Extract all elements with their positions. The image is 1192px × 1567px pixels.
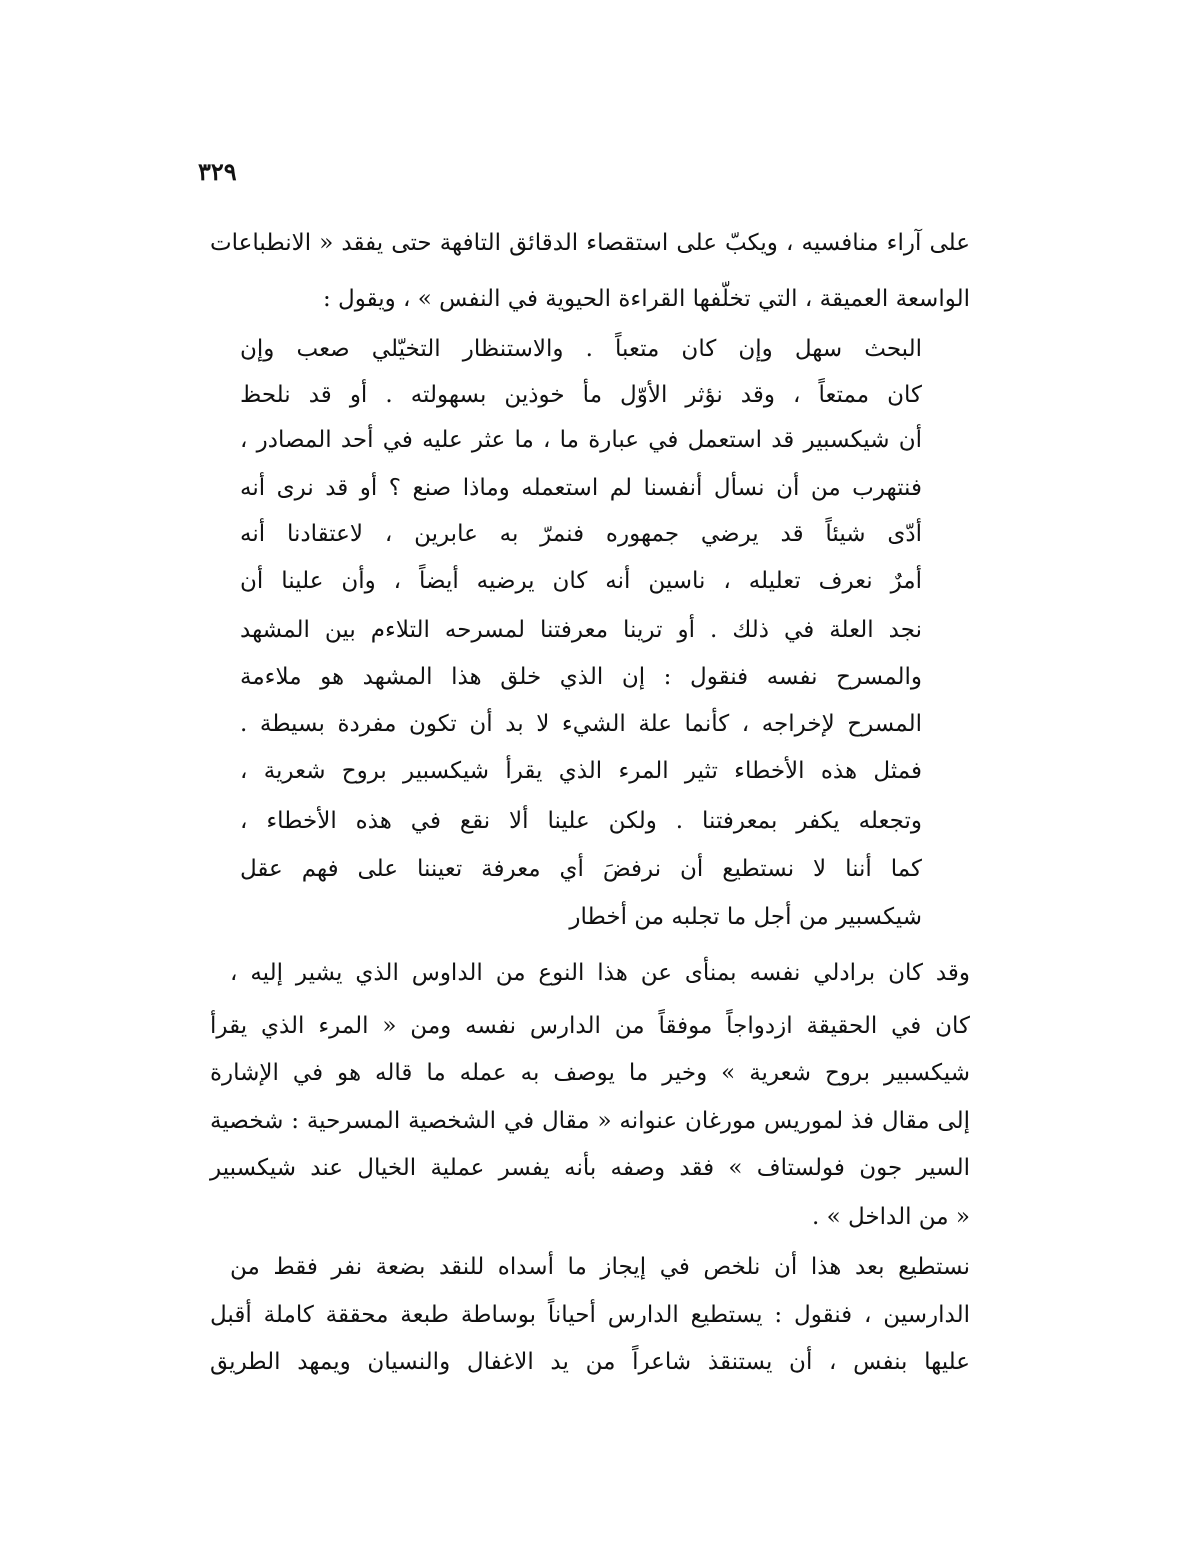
quote-line: أدّى شيئاً قد يرضي جمهوره فنمرّ به عابرين ، لاعتقادنا أنه bbox=[240, 521, 922, 547]
quote-line: البحث سهل وإن كان متعباً . والاستنظار التخيّلي صعب وإن bbox=[240, 336, 922, 362]
quote-line: كان ممتعاً ، وقد نؤثر الأوّل مأ خوذين بسهولته . أو قد نلحظ bbox=[240, 382, 922, 408]
quote-line: نجد العلة في ذلك . أو ترينا معرفتنا لمسرحه التلاءم بين المشهد bbox=[240, 617, 922, 643]
text-line: على آراء منافسيه ، ويكبّ على استقصاء الدقائق التافهة حتى يفقد « الانطباعات bbox=[210, 230, 970, 256]
quote-line: فنتهرب من أن نسأل أنفسنا لم استعمله وماذا صنع ؟ أو قد نرى أنه bbox=[240, 475, 922, 501]
text-line: إلى مقال فذ لموريس مورغان عنوانه « مقال في الشخصية المسرحية : شخصية bbox=[210, 1108, 970, 1134]
text-line: وقد كان برادلي نفسه بمنأى عن هذا النوع من الداوس الذي يشير إليه ، bbox=[230, 960, 970, 986]
text-line: شيكسبير بروح شعرية » وخير ما يوصف به عمله ما قاله هو في الإشارة bbox=[210, 1060, 970, 1086]
quote-line: أمرٌ نعرف تعليله ، ناسين أنه كان يرضيه أيضاً ، وأن علينا أن bbox=[240, 568, 922, 594]
quote-line: والمسرح نفسه فنقول : إن الذي خلق هذا المشهد هو ملاءمة bbox=[240, 664, 922, 690]
quote-line: المسرح لإخراجه ، كأنما علة الشيء لا بد أن تكون مفردة بسيطة . bbox=[240, 711, 922, 737]
quote-line: كما أننا لا نستطيع أن نرفضَ أي معرفة تعيننا على فهم عقل bbox=[240, 856, 922, 882]
text-line: الواسعة العميقة ، التي تخلّفها القراءة الحيوية في النفس » ، ويقول : bbox=[322, 286, 970, 312]
quote-line: فمثل هذه الأخطاء تثير المرء الذي يقرأ شيكسبير بروح شعرية ، bbox=[240, 758, 922, 784]
quote-line: أن شيكسبير قد استعمل في عبارة ما ، ما عثر عليه في أحد المصادر ، bbox=[240, 427, 922, 453]
text-line: نستطيع بعد هذا أن نلخص في إيجاز ما أسداه للنقد بضعة نفر فقط من bbox=[230, 1254, 970, 1280]
text-line: السير جون فولستاف » فقد وصفه بأنه يفسر عملية الخيال عند شيكسبير bbox=[210, 1155, 970, 1181]
text-line: كان في الحقيقة ازدواجاً موفقاً من الدارس نفسه ومن « المرء الذي يقرأ bbox=[210, 1013, 970, 1039]
page-number: ٣٢٩ bbox=[198, 157, 237, 186]
text-line: عليها بنفس ، أن يستنقذ شاعراً من يد الاغفال والنسيان ويمهد الطريق bbox=[210, 1349, 970, 1375]
quote-line: وتجعله يكفر بمعرفتنا . ولكن علينا ألا نقع في هذه الأخطاء ، bbox=[240, 808, 922, 834]
text-line: الدارسين ، فنقول : يستطيع الدارس أحياناً بوساطة طبعة محققة كاملة أقبل bbox=[210, 1302, 970, 1328]
text-line: « من الداخل » . bbox=[811, 1204, 970, 1230]
quote-line: شيكسبير من أجل ما تجلبه من أخطار bbox=[569, 904, 922, 930]
